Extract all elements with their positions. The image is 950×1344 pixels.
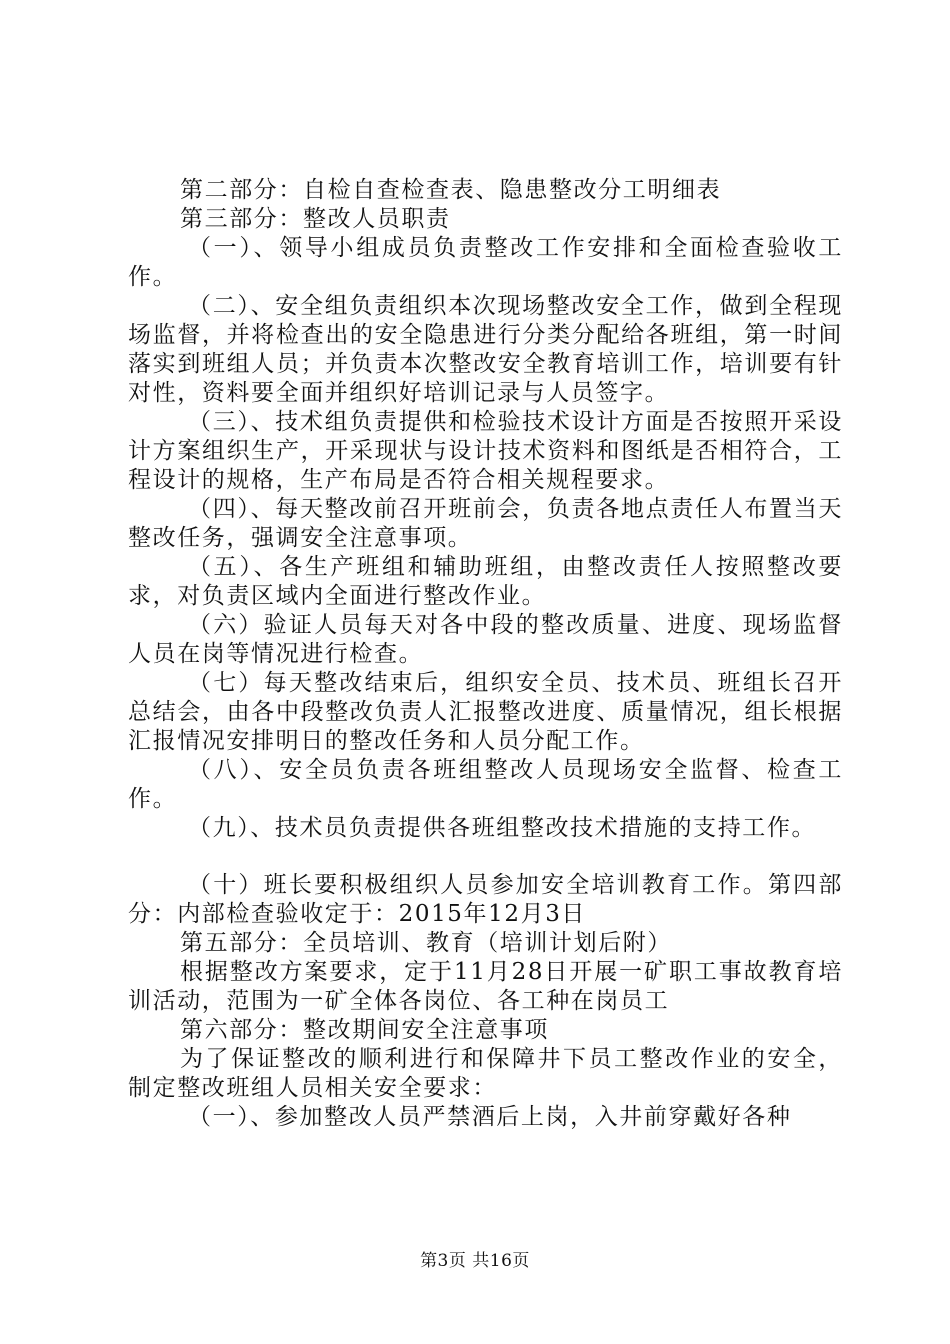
paragraph-training-plan: 根据整改方案要求，定于11月28日开展一矿职工事故教育培训活动，范围为一矿全体各岗位、各工种在岗员工 <box>128 959 843 1014</box>
paragraph-safety-item-1: （一）、参加整改人员严禁酒后上岗，入井前穿戴好各种 <box>188 1104 792 1130</box>
paragraph-item-1: （一）、领导小组成员负责整改工作安排和全面检查验收工作。 <box>128 235 843 290</box>
paragraph-safety-intro: 为了保证整改的顺利进行和保障井下员工整改作业的安全，制定整改班组人员相关安全要求： <box>128 1046 843 1101</box>
section-heading-part-6: 第六部分：整改期间安全注意事项 <box>180 1017 549 1043</box>
paragraph-item-3: （三）、技术组负责提供和检验技术设计方面是否按照开采设计方案组织生产，开采现状与设计技术资料和图纸是否相符合，工程设计的规格，生产布局是否符合相关规程要求。 <box>128 409 843 493</box>
paragraph-item-10: （十）班长要积极组织人员参加安全培训教育工作。第四部分：内部检查验收定于：2015年12月3日 <box>128 872 843 927</box>
paragraph-item-2: （二）、安全组负责组织本次现场整改安全工作，做到全程现场监督，并将检查出的安全隐患进行分类分配给各班组，第一时间落实到班组人员；并负责本次整改安全教育培训工作，培训要有针对性，资料要全面并组织好培训记录与人员签字。 <box>128 293 843 406</box>
paragraph-item-5: （五）、各生产班组和辅助班组，由整改责任人按照整改要求，对负责区域内全面进行整改作业。 <box>128 554 843 609</box>
section-heading-part-2: 第二部分：自检自查检查表、隐患整改分工明细表 <box>180 177 722 203</box>
section-heading-part-3: 第三部分：整改人员职责 <box>180 206 451 232</box>
page-number-footer: 第3页 共16页 <box>420 1251 530 1271</box>
paragraph-item-6: （六）验证人员每天对各中段的整改质量、进度、现场监督人员在岗等情况进行检查。 <box>128 612 843 667</box>
paragraph-item-8: （八）、安全员负责各班组整改人员现场安全监督、检查工作。 <box>128 757 843 812</box>
section-heading-part-5: 第五部分：全员培训、教育（培训计划后附） <box>180 930 672 956</box>
document-body <box>128 176 843 1132</box>
paragraph-item-9: （九）、技术员负责提供各班组整改技术措施的支持工作。 <box>188 815 817 841</box>
paragraph-gap <box>128 843 843 871</box>
paragraph-item-7: （七）每天整改结束后，组织安全员、技术员、班组长召开总结会，由各中段整改负责人汇报整改进度、质量情况，组长根据汇报情况安排明日的整改任务和人员分配工作。 <box>128 670 843 754</box>
paragraph-item-4: （四）、每天整改前召开班前会，负责各地点责任人布置当天整改任务，强调安全注意事项。 <box>128 496 843 551</box>
